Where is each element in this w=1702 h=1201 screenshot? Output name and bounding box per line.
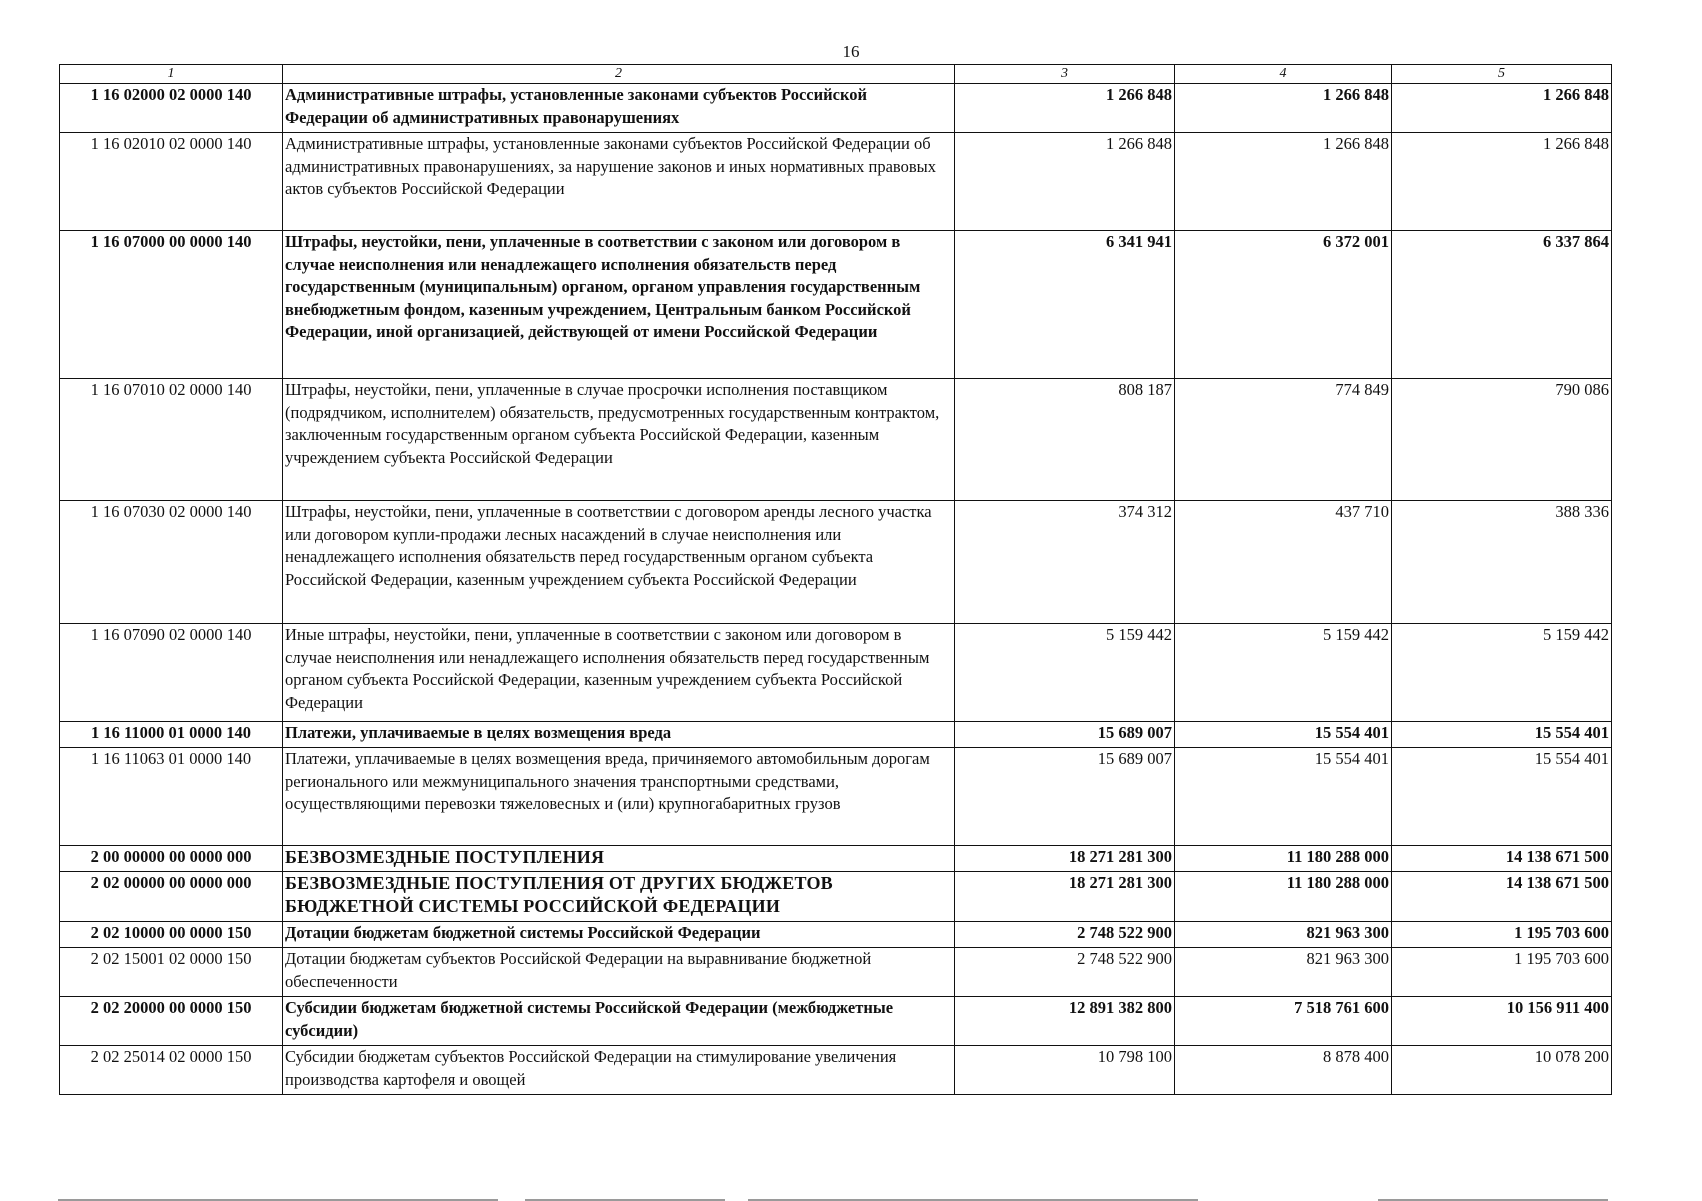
table-row [60, 133, 1612, 231]
amount-col5-cell: 790 086 [1392, 379, 1612, 501]
amount-col3-cell: 2 748 522 900 [955, 922, 1175, 948]
budget-code-cell: 1 16 02000 02 0000 140 [60, 84, 283, 133]
budget-code-cell: 1 16 07030 02 0000 140 [60, 501, 283, 624]
table-row [60, 84, 1612, 133]
amount-col5-cell: 14 138 671 500 [1392, 846, 1612, 872]
amount-col3-cell: 5 159 442 [955, 624, 1175, 722]
revenue-name-cell: БЕЗВОЗМЕЗДНЫЕ ПОСТУПЛЕНИЯ ОТ ДРУГИХ БЮДЖЕТОВ БЮДЖЕТНОЙ СИСТЕМЫ РОССИЙСКОЙ ФЕДЕРАЦИИ [283, 872, 955, 922]
amount-col4-cell: 437 710 [1175, 501, 1392, 624]
amount-col4-cell: 8 878 400 [1175, 1046, 1392, 1095]
budget-code-cell: 1 16 07010 02 0000 140 [60, 379, 283, 501]
budget-code-cell: 1 16 07090 02 0000 140 [60, 624, 283, 722]
amount-col5-cell: 388 336 [1392, 501, 1612, 624]
amount-col5-cell: 15 554 401 [1392, 722, 1612, 748]
amount-col5-cell: 10 078 200 [1392, 1046, 1612, 1095]
budget-code-cell: 2 02 10000 00 0000 150 [60, 922, 283, 948]
amount-col4-cell: 5 159 442 [1175, 624, 1392, 722]
amount-col3-cell: 1 266 848 [955, 133, 1175, 231]
amount-col3-cell: 12 891 382 800 [955, 997, 1175, 1046]
budget-code-cell: 2 02 15001 02 0000 150 [60, 948, 283, 997]
amount-col3-cell: 18 271 281 300 [955, 846, 1175, 872]
amount-col4-cell: 15 554 401 [1175, 722, 1392, 748]
table-row [60, 948, 1612, 997]
budget-code-cell: 2 02 20000 00 0000 150 [60, 997, 283, 1046]
budget-code-cell: 1 16 07000 00 0000 140 [60, 231, 283, 379]
amount-col3-cell: 15 689 007 [955, 748, 1175, 846]
amount-col3-cell: 6 341 941 [955, 231, 1175, 379]
amount-col5-cell: 1 266 848 [1392, 84, 1612, 133]
table-row [60, 997, 1612, 1046]
revenue-name-cell: Штрафы, неустойки, пени, уплаченные в случае просрочки исполнения поставщиком (подрядчиком, исполнителем) обязательств, предусмотренных государственным контрактом, заключенным государственным органом субъекта Российской Федерации, казенным учреждением субъекта Российской Федерации [283, 379, 955, 501]
amount-col3-cell: 1 266 848 [955, 84, 1175, 133]
budget-code-cell: 1 16 11000 01 0000 140 [60, 722, 283, 748]
amount-col5-cell: 10 156 911 400 [1392, 997, 1612, 1046]
revenue-name-cell: Дотации бюджетам субъектов Российской Федерации на выравнивание бюджетной обеспеченности [283, 948, 955, 997]
revenue-name-cell: БЕЗВОЗМЕЗДНЫЕ ПОСТУПЛЕНИЯ [283, 846, 955, 872]
amount-col4-cell: 1 266 848 [1175, 84, 1392, 133]
amount-col5-cell: 5 159 442 [1392, 624, 1612, 722]
table-row [60, 501, 1612, 624]
column-header-1: 1 [60, 65, 283, 84]
column-header-4: 4 [1175, 65, 1392, 84]
table-row [60, 624, 1612, 722]
column-header-5: 5 [1392, 65, 1612, 84]
revenue-name-cell: Субсидии бюджетам субъектов Российской Федерации на стимулирование увеличения производства картофеля и овощей [283, 1046, 955, 1095]
table-row [60, 379, 1612, 501]
amount-col5-cell: 14 138 671 500 [1392, 872, 1612, 922]
column-header-3: 3 [955, 65, 1175, 84]
amount-col3-cell: 10 798 100 [955, 1046, 1175, 1095]
amount-col4-cell: 11 180 288 000 [1175, 872, 1392, 922]
budget-code-cell: 2 02 25014 02 0000 150 [60, 1046, 283, 1095]
table-row [60, 748, 1612, 846]
amount-col4-cell: 774 849 [1175, 379, 1392, 501]
table-row [60, 722, 1612, 748]
table-body [60, 84, 1612, 1095]
amount-col3-cell: 374 312 [955, 501, 1175, 624]
table-row [60, 846, 1612, 872]
budget-code-cell: 1 16 02010 02 0000 140 [60, 133, 283, 231]
revenue-name-cell: Субсидии бюджетам бюджетной системы Российской Федерации (межбюджетные субсидии) [283, 997, 955, 1046]
amount-col5-cell: 6 337 864 [1392, 231, 1612, 379]
amount-col5-cell: 1 195 703 600 [1392, 948, 1612, 997]
revenue-name-cell: Административные штрафы, установленные законами субъектов Российской Федерации об административных правонарушениях [283, 84, 955, 133]
amount-col4-cell: 15 554 401 [1175, 748, 1392, 846]
table-row [60, 1046, 1612, 1095]
revenue-name-cell: Штрафы, неустойки, пени, уплаченные в соответствии с законом или договором в случае неисполнения или ненадлежащего исполнения обязательств перед государственным (муниципальным) органом, органом управления государственным внебюджетным фондом, казенным учреждением, Центральным банком Российской Федерации, иной организацией, действующей от имени Российской Федерации [283, 231, 955, 379]
revenue-name-cell: Иные штрафы, неустойки, пени, уплаченные в соответствии с законом или договором в случае неисполнения или ненадлежащего исполнения обязательств перед государственным органом субъекта Российской Федерации, казенным учреждением субъекта Российской Федерации [283, 624, 955, 722]
amount-col3-cell: 808 187 [955, 379, 1175, 501]
revenue-name-cell: Дотации бюджетам бюджетной системы Российской Федерации [283, 922, 955, 948]
amount-col5-cell: 1 266 848 [1392, 133, 1612, 231]
amount-col4-cell: 7 518 761 600 [1175, 997, 1392, 1046]
page-number: 16 [842, 42, 860, 61]
budget-code-cell: 1 16 11063 01 0000 140 [60, 748, 283, 846]
revenue-name-cell: Штрафы, неустойки, пени, уплаченные в соответствии с договором аренды лесного участка или договором купли-продажи лесных насаждений в случае неисполнения или ненадлежащего исполнения обязательств перед государственным органом субъекта Российской Федерации, казенным учреждением субъекта Российской Федерации [283, 501, 955, 624]
table-row [60, 231, 1612, 379]
revenue-name-cell: Административные штрафы, установленные законами субъектов Российской Федерации об административных правонарушениях, за нарушение законов и иных нормативных правовых актов субъектов Российской Федерации [283, 133, 955, 231]
column-header-2: 2 [283, 65, 955, 84]
amount-col5-cell: 15 554 401 [1392, 748, 1612, 846]
revenue-name-cell: Платежи, уплачиваемые в целях возмещения вреда, причиняемого автомобильным дорогам регионального или межмуниципального значения транспортными средствами, осуществляющими перевозки тяжеловесных и (или) крупногабаритных грузов [283, 748, 955, 846]
amount-col4-cell: 11 180 288 000 [1175, 846, 1392, 872]
amount-col3-cell: 18 271 281 300 [955, 872, 1175, 922]
amount-col4-cell: 6 372 001 [1175, 231, 1392, 379]
column-number-row [60, 65, 1612, 84]
table-row [60, 872, 1612, 922]
budget-table [59, 64, 1612, 1095]
amount-col3-cell: 2 748 522 900 [955, 948, 1175, 997]
amount-col5-cell: 1 195 703 600 [1392, 922, 1612, 948]
amount-col4-cell: 821 963 300 [1175, 922, 1392, 948]
table-row [60, 922, 1612, 948]
budget-code-cell: 2 00 00000 00 0000 000 [60, 846, 283, 872]
amount-col3-cell: 15 689 007 [955, 722, 1175, 748]
amount-col4-cell: 1 266 848 [1175, 133, 1392, 231]
budget-code-cell: 2 02 00000 00 0000 000 [60, 872, 283, 922]
amount-col4-cell: 821 963 300 [1175, 948, 1392, 997]
revenue-name-cell: Платежи, уплачиваемые в целях возмещения вреда [283, 722, 955, 748]
